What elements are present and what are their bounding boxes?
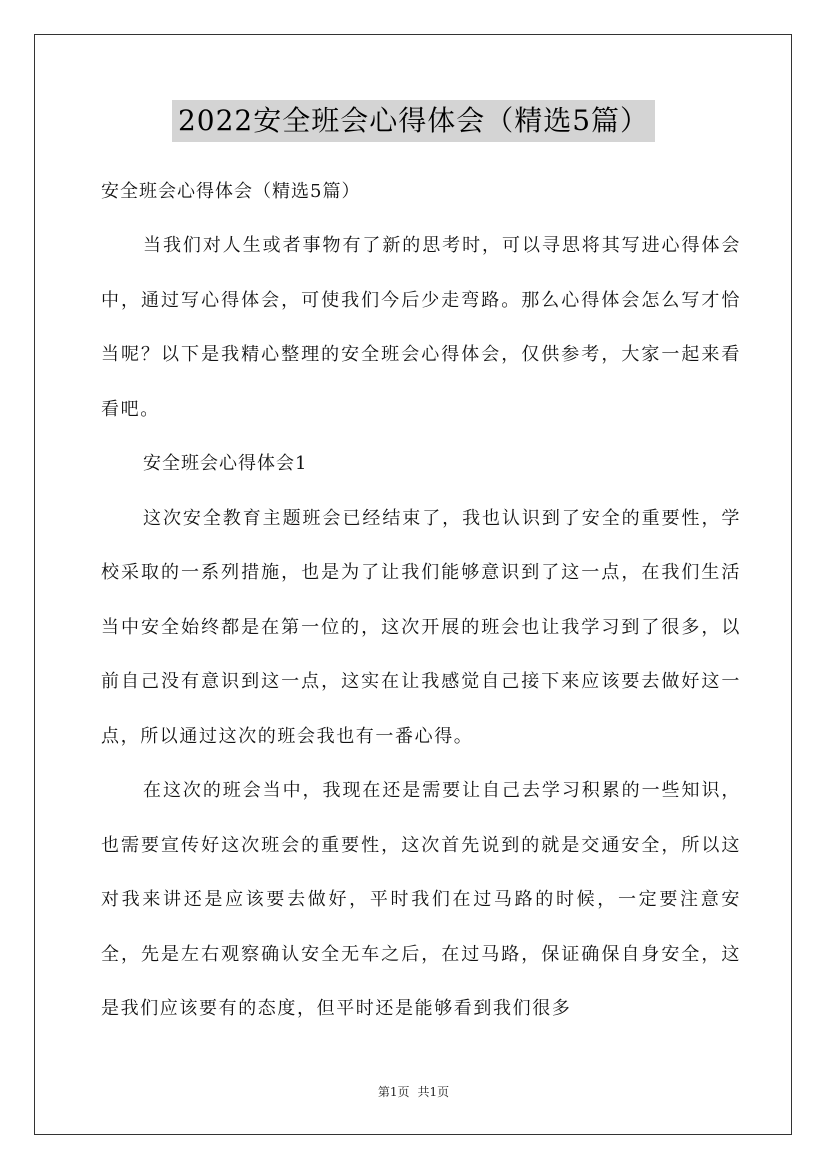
title-container: [0, 100, 827, 142]
intro-paragraph: 当我们对人生或者事物有了新的思考时，可以寻思将其写进心得体会中，通过写心得体会，可使我们今后少走弯路。那么心得体会怎么写才恰当呢？以下是我精心整理的安全班会心得体会，仅供参考，大家一起来看看吧。: [101, 235, 741, 420]
document-subtitle: 安全班会心得体会（精选5篇）: [101, 181, 361, 202]
section-heading: 安全班会心得体会1: [143, 453, 308, 474]
body-paragraph: 在这次的班会当中，我现在还是需要让自己去学习积累的一些知识，也需要宣传好这次班会的重要性，这次首先说到的就是交通安全，所以这对我来讲还是应该要去做好，平时我们在过马路的时候，一定要注意安全，先是左右观察确认安全无车之后，在过马路，保证确保自身安全，这是我们应该要有的态度，但平时还是能够看到我们很多: [101, 780, 741, 1019]
page-footer: [0, 1084, 827, 1100]
page-total: 共1页: [417, 1085, 450, 1099]
document-body: [101, 165, 741, 1037]
page-number: 第1页: [377, 1085, 410, 1099]
document-title: 2022安全班会心得体会（精选5篇）: [172, 100, 655, 142]
body-paragraph: 这次安全教育主题班会已经结束了，我也认识到了安全的重要性，学校采取的一系列措施，也是为了让我们能够意识到了这一点，在我们生活当中安全始终都是在第一位的，这次开展的班会也让我学习到了很多，以前自己没有意识到这一点，这实在让我感觉自己接下来应该要去做好这一点，所以通过这次的班会我也有一番心得。: [101, 507, 741, 747]
